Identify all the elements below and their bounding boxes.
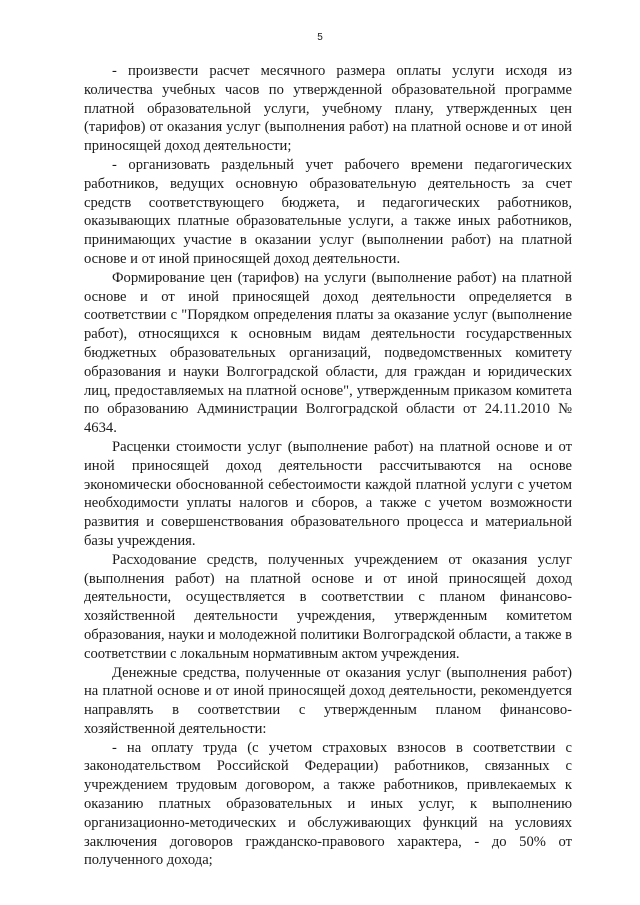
paragraph-labor-payment: - на оплату труда (с учетом страховых взносов в соответствии с законодательством Российской Федерации) работников, связанных с учреждением трудовым договором, а также работников, привлекаемых к оказанию платных образовательных и иных услуг, к выполнению организационно-методических и обслуживающих функций на условиях заключения договоров гражданско-правового характера, - до 50% от полученного дохода; — [84, 739, 572, 869]
paragraph-cost-rates: Расценки стоимости услуг (выполнение работ) на платной основе и от иной приносящей доход деятельности рассчитываются на основе экономически обоснованной себестоимости каждой платной услуги с учетом необходимости уплаты налогов и сборов, а также с учетом возможности развития и совершенствования образовательного процесса и материальной базы учреждения. — [84, 438, 572, 549]
paragraph-calculation: - произвести расчет месячного размера оплаты услуги исходя из количества учебных часов по утвержденной образовательной программе платной образовательной услуги, учебному плану, утвержденных цен (тарифов) от оказания услуг (выполнения работ) на платной основе и от иной приносящей доход деятельности; — [84, 63, 572, 155]
document-body — [84, 62, 572, 870]
paragraph-spending: Расходование средств, полученных учреждением от оказания услуг (выполнения работ) на платной основе и от иной приносящей доход деятельности, осуществляется в соответствии с планом финансово-хозяйственной деятельности учреждения, утвержденным комитетом образования, науки и молодежной политики Волгоградской области, а также в соответствии с локальным нормативным актом учреждения. — [84, 551, 572, 662]
page-number: 5 — [317, 32, 323, 43]
paragraph-separate-accounting: - организовать раздельный учет рабочего времени педагогических работников, ведущих основную образовательную деятельность за счет средств соответствующего бюджета, и педагогических работников, оказывающих платные образовательные услуги, а также иных работников, принимающих участие в оказании услуг (выполнении работ) на платной основе и от иной приносящей доход деятельности. — [84, 156, 572, 267]
paragraph-funds-direction: Денежные средства, полученные от оказания услуг (выполнения работ) на платной основе и от иной приносящей доход деятельности, рекомендуется направлять в соответствии с утвержденным планом финансово-хозяйственной деятельности: — [84, 664, 572, 737]
paragraph-price-formation: Формирование цен (тарифов) на услуги (выполнение работ) на платной основе и от иной приносящей доход деятельности определяется в соответствии с "Порядком определения платы за оказание услуг (выполнение работ), относящихся к основным видам деятельности государственных бюджетных образовательных организаций, подведомственных комитету образования и науки Волгоградской области, для граждан и юридических лиц, предоставляемых на платной основе", утвержденным приказом комитета по образованию Администрации Волгоградской области от 24.11.2010 № 4634. — [84, 269, 572, 437]
